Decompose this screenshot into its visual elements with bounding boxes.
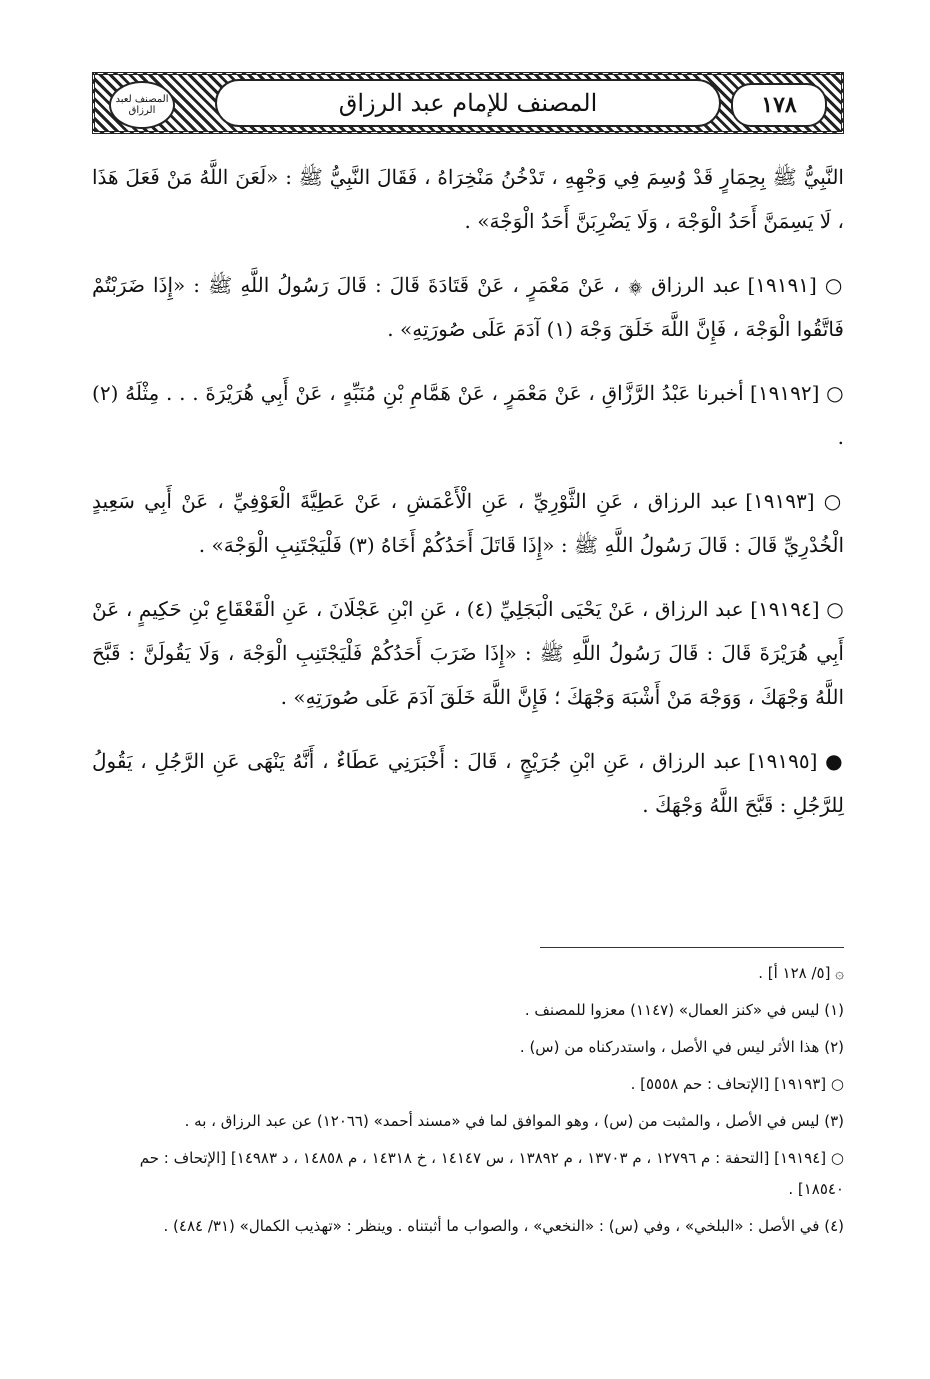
hadith-entry: ● [١٩١٩٥] عبد الرزاق ، عَنِ ابْنِ جُرَيْجٍ ، قَالَ : أَخْبَرَنِي عَطَاءٌ ، أَنَّهُ يَنْهَى عَنِ الرَّجُلِ ، يَقُولُ لِلرَّجُلِ : قَبَّحَ اللَّهُ وَجْهَكَ . xyxy=(92,749,845,817)
footnote: ○ [١٩١٩٣] [الإتحاف : حم ٥٥٥٨] . xyxy=(630,1075,844,1093)
seal-emblem-left xyxy=(109,81,175,129)
page-header xyxy=(92,72,844,134)
hadith-entry: ○ [١٩١٩٤] عبد الرزاق ، عَنْ يَحْيَى الْبَجَلِيِّ (٤) ، عَنِ ابْنِ عَجْلَانَ ، عَنِ الْقَعْقَاعِ بْنِ حَكِيمٍ ، عَنْ أَبِي هُرَيْرَةَ قَالَ : قَالَ رَسُولُ اللَّهِ ﷺ : «إِذَا ضَرَبَ أَحَدُكُمْ فَلْيَجْتَنِبِ الْوَجْهَ ، وَلَا يَقُولَنَّ : قَبَّحَ اللَّهُ وَجْهَكَ ، وَوَجْهَ مَنْ أَشْبَهَ وَجْهَكَ ؛ فَإِنَّ اللَّهَ خَلَقَ آدَمَ عَلَى صُورَتِهِ» . xyxy=(92,597,844,709)
footnote: (٢) هذا الأثر ليس في الأصل ، واستدركناه من (س) . xyxy=(519,1038,844,1056)
footnote: (٣) ليس في الأصل ، والمثبت من (س) ، وهو الموافق لما في «مسند أحمد» (١٢٠٦٦) عن عبد الرزاق ، به . xyxy=(184,1112,844,1130)
hadith-entry: النَّبِيُّ ﷺ بِحِمَارٍ قَدْ وُسِمَ فِي وَجْهِهِ ، تَدْخُنُ مَنْخِرَاهُ ، فَقَالَ النَّبِيُّ ﷺ : «لَعَنَ اللَّهُ مَنْ فَعَلَ هَذَا ، لَا يَسِمَنَّ أَحَدُ الْوَجْهَ ، وَلَا يَضْرِبَنَّ أَحَدُ الْوَجْهَ» . xyxy=(92,165,844,233)
running-title-text: المصنف للإمام عبد الرزاق xyxy=(338,89,598,117)
footnotes xyxy=(92,958,844,1248)
footnote: ۞ [٥/ ١٢٨ أ] . xyxy=(758,964,844,982)
main-text xyxy=(92,155,844,847)
footnote-divider xyxy=(540,947,844,948)
page-number xyxy=(731,83,827,127)
footnote: (١) ليس في «كنز العمال» (١١٤٧) معزوا للمصنف . xyxy=(524,1001,844,1019)
running-title xyxy=(215,79,721,127)
footnote: (٤) في الأصل : «البلخي» ، وفي (س) : «النخعي» ، والصواب ما أثبتناه . وينظر : «تهذيب الكمال» (٣١/ ٤٨٤) . xyxy=(163,1217,844,1235)
hadith-entry: ○ [١٩١٩١] عبد الرزاق ۞ ، عَنْ مَعْمَرٍ ، عَنْ قَتَادَةَ قَالَ : قَالَ رَسُولُ اللَّهِ ﷺ : «إِذَا ضَرَبْتُمْ فَاتَّقُوا الْوَجْهَ ، فَإِنَّ اللَّهَ خَلَقَ وَجْهَ (١) آدَمَ عَلَى صُورَتِهِ» . xyxy=(92,273,844,341)
hadith-entry: ○ [١٩١٩٢] أخبرنا عَبْدُ الرَّزَّاقِ ، عَنْ مَعْمَرٍ ، عَنْ هَمَّامِ بْنِ مُنَبِّهٍ ، عَنْ أَبِي هُرَيْرَةَ . . . مِثْلَهُ (٢) . xyxy=(92,381,844,449)
seal-left-text: المصنف لعبد الرزاق xyxy=(115,94,169,116)
hadith-entry: ○ [١٩١٩٣] عبد الرزاق ، عَنِ الثَّوْرِيِّ ، عَنِ الْأَعْمَشِ ، عَنْ عَطِيَّةَ الْعَوْفِيِّ ، عَنْ أَبِي سَعِيدٍ الْخُدْرِيِّ قَالَ : قَالَ رَسُولُ اللَّهِ ﷺ : «إِذَا قَاتَلَ أَحَدُكُمْ أَخَاهُ (٣) فَلْيَجْتَنِبِ الْوَجْهَ» . xyxy=(92,489,844,557)
footnote: ○ [١٩١٩٤] [التحفة : م ١٢٧٩٦ ، م ١٣٧٠٣ ، م ١٣٨٩٢ ، س ١٤١٤٧ ، خ ١٤٣١٨ ، م ١٤٨٥٨ ، د ١٤٩٨٣] [الإتحاف : حم ١٨٥٤٠] . xyxy=(139,1149,844,1198)
page-number-text: ١٧٨ xyxy=(761,92,797,118)
